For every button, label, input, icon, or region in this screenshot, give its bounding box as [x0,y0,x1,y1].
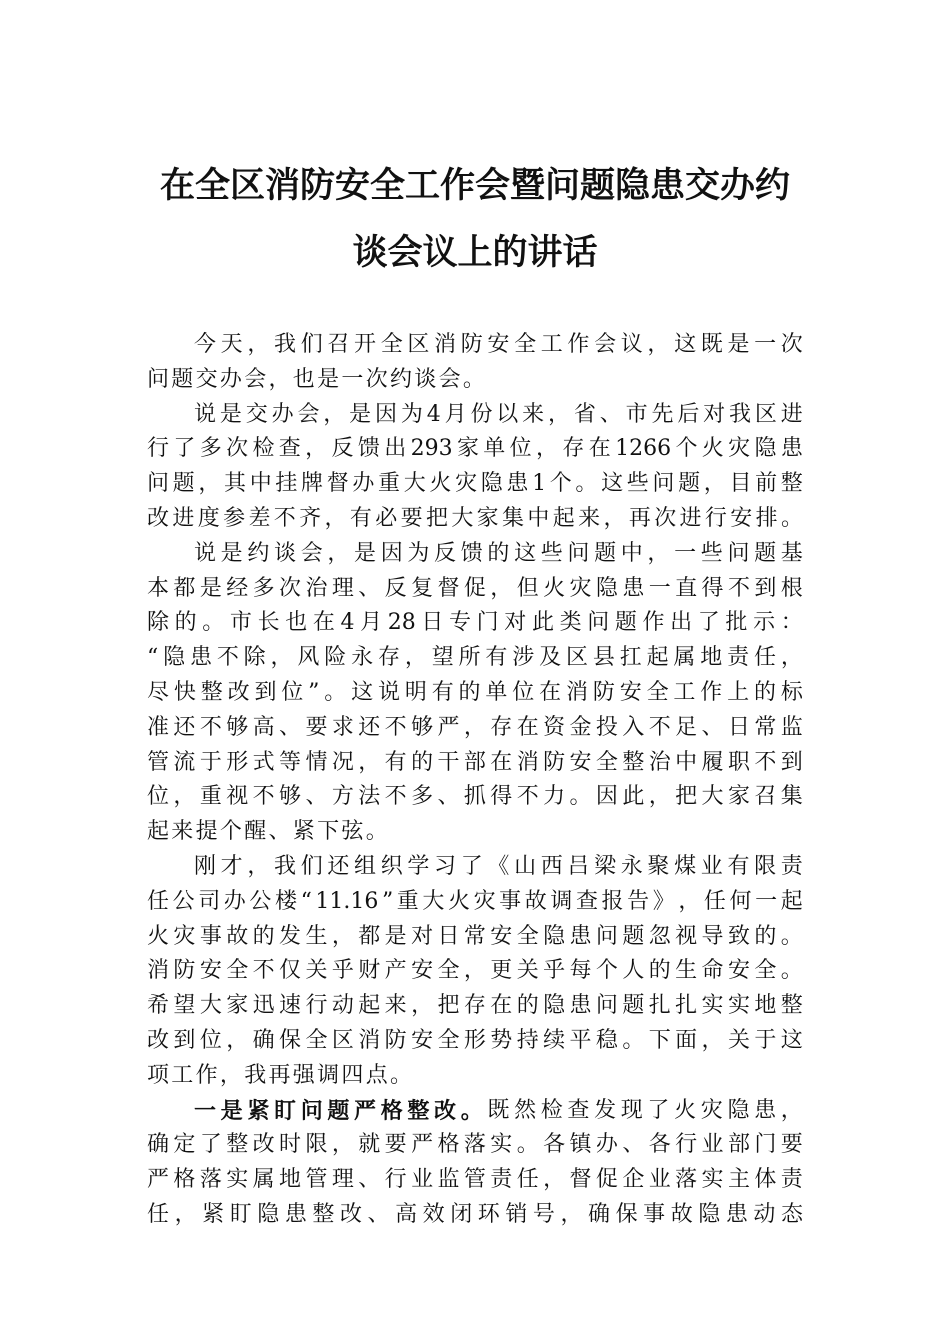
body-line: 说 是 约 谈 会 ， 是 因 为 反 馈 的 这 些 问 题 中 ， 一 些 问 题 基 [194,540,803,566]
body-line: 改 到 位 ， 确 保 全 区 消 防 安 全 形 势 持 续 平 稳 。 下 面 ， 关 于 这 [147,1028,803,1053]
body-line: 管 流 于 形 式 等 情 况 ， 有 的 干 部 在 消 防 安 全 整 治 中 履 职 不 到 [147,749,803,775]
body-line: 今 天 ， 我 们 召 开 全 区 消 防 安 全 工 作 会 议 ， 这 既 是 一 次 [194,332,803,357]
body-line: 本 都 是 经 多 次 治 理 、 反 复 督 促 ， 但 火 灾 隐 患 一 直 得 不 到 根 [147,575,803,601]
body-line [147,365,487,395]
body-line: 行 了 多 次 检 查 ， 反 馈 出 293 家 单 位 ， 存 在 1266 个 火 灾 隐 患 [147,436,803,462]
body-line: 改 进 度 参 差 不 齐 ， 有 必 要 把 大 家 集 中 起 来 ， 再 次 进 行 安 排 。 [147,506,803,531]
body-line: 希 望 大 家 迅 速 行 动 起 来 ， 把 存 在 的 隐 患 问 题 扎 扎 实 实 地 整 [147,993,803,1019]
body-line: 任 ， 紧 盯 隐 患 整 改 、 高 效 闭 环 销 号 ， 确 保 事 故 隐 患 动 态 [147,1202,803,1227]
body-line: 消 防 安 全 不 仅 关 乎 财 产 安 全 ， 更 关 乎 每 个 人 的 生 命 安 全 。 [147,958,803,984]
body-line-text: 起来提个醒、紧下弦。 [147,819,391,845]
body-line: 位 ， 重 视 不 够 、 方 法 不 多 、 抓 得 不 力 。 因 此 ， 把 大 家 召 集 [147,784,803,810]
document-title-line-2: 谈会议上的讲话 [352,232,598,273]
document-title-line-1: 在全区消防安全工作会暨问题隐患交办约 [159,165,790,206]
body-line: 除 的 。 市 长 也 在 4 月 28 日 专 门 对 此 类 问 题 作 出 了 批 示 ： [147,610,803,636]
body-line [147,817,390,847]
body-line: 任 公 司 办 公 楼 “ 11.16 ” 重 大 火 灾 事 故 调 查 报 告 》 ， 任 何 一 起 [147,888,803,914]
body-line: 确 定 了 整 改 时 限 ， 就 要 严 格 落 实 。 各 镇 办 、 各 行 业 部 门 要 [147,1132,803,1158]
body-line-text: 问题交办会，也是一次约谈会。 [147,366,488,392]
body-line: 准 还 不 够 高 、 要 求 还 不 够 严 ， 存 在 资 金 投 入 不 足 、 日 常 监 [147,714,803,740]
body-line: 说 是 交 办 会 ， 是 因 为 4 月 份 以 来 ， 省 、 市 先 后 对 我 区 进 [194,401,803,427]
body-line: 问 题 ， 其 中 挂 牌 督 办 重 大 火 灾 隐 患 1 个 。 这 些 问 题 ， 目 前 整 [147,471,803,497]
body-line: 一 是 紧 盯 问 题 严 格 整 改 。 既 然 检 查 发 现 了 火 灾 隐 患 ， [194,1097,803,1124]
body-line: “ 隐 患 不 除 ， 风 险 永 存 ， 望 所 有 涉 及 区 县 扛 起 属 地 责 任 ， [147,645,803,671]
body-line: 刚 才 ， 我 们 还 组 织 学 习 了 《 山 西 吕 梁 永 聚 煤 业 有 限 责 [194,854,803,879]
body-line [147,1061,414,1091]
body-line: 严 格 落 实 属 地 管 理 、 行 业 监 管 责 任 ， 督 促 企 业 落 实 主 体 责 [147,1167,803,1193]
body-line: 尽 快 整 改 到 位 ” 。 这 说 明 有 的 单 位 在 消 防 安 全 工 作 上 的 标 [147,680,803,705]
body-line: 火 灾 事 故 的 发 生 ， 都 是 对 日 常 安 全 隐 患 问 题 忽 视 导 致 的 。 [147,923,803,949]
body-line-text: 项工作，我再强调四点。 [147,1062,415,1088]
